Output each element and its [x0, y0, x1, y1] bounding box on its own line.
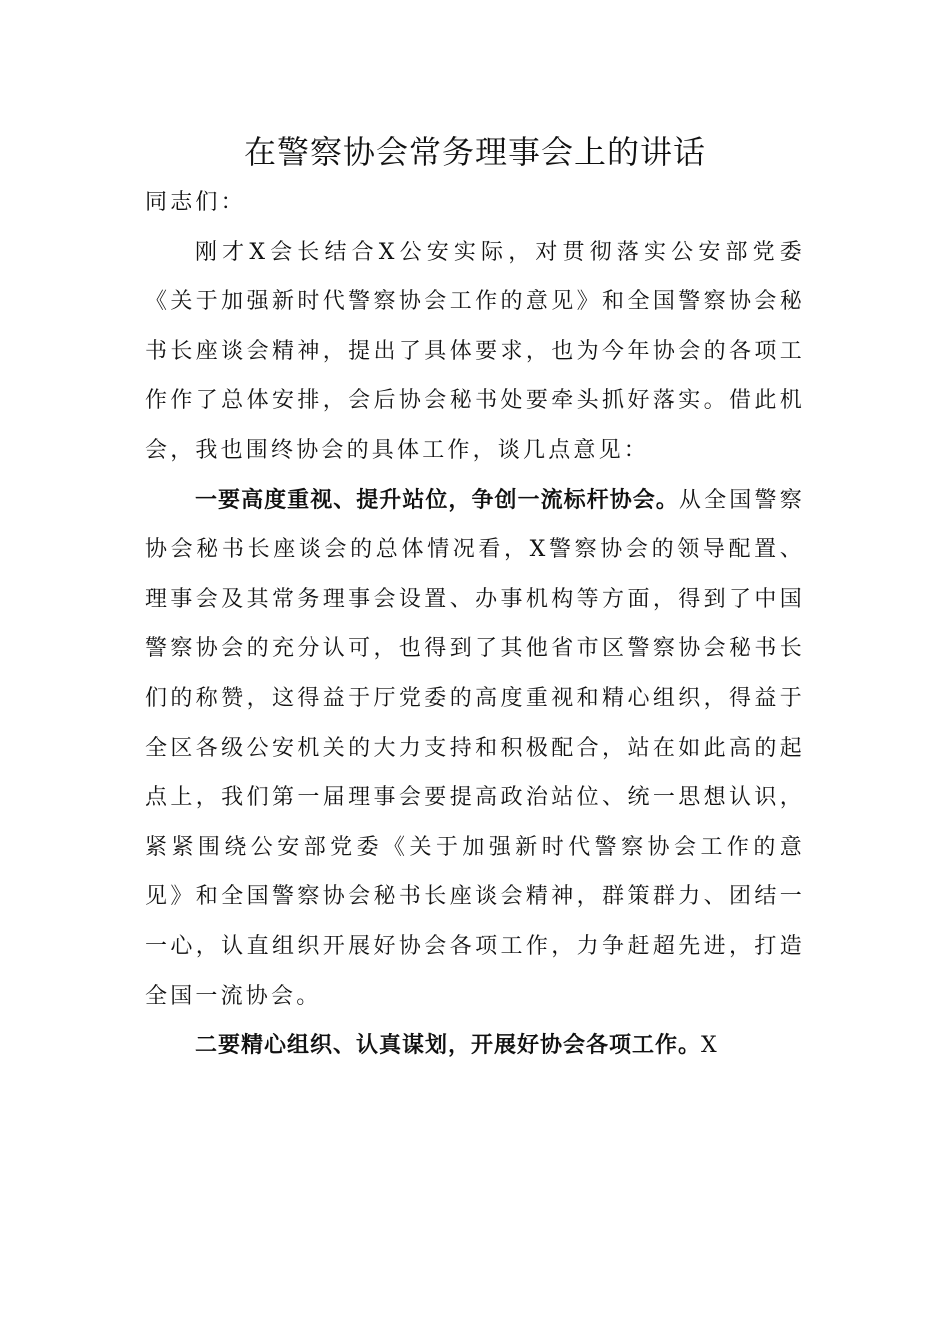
- intro-paragraph: 刚才X会长结合X公安实际，对贯彻落实公安部党委《关于加强新时代警察协会工作的意见》和全国警察协会秘书长座谈会精神，提出了具体要求，也为今年协会的各项工作作了总体安排，会后协会秘书处要牵头抓好落实。借此机会，我也围终协会的具体工作，谈几点意见：: [145, 239, 805, 463]
- salutation: 同志们：: [145, 190, 246, 215]
- document-body: [145, 178, 805, 1071]
- document-title: 在警察协会常务理事会上的讲话: [243, 133, 706, 171]
- section-2-text: X: [701, 1033, 720, 1059]
- section-2-heading: 二要精心组织、认真谋划，开展好协会各项工作。: [195, 1033, 702, 1059]
- section-1-heading: 一要高度重视、提升站位，争创一流标杆协会。: [195, 487, 679, 513]
- section-1-text: 从全国警察协会秘书长座谈会的总体情况看，X警察协会的领导配置、理事会及其常务理事会设置、办事机构等方面，得到了中国警察协会的充分认可，也得到了其他省市区警察协会秘书长们的称赞，这得益于厅党委的高度重视和精心组织，得益于全区各级公安机关的大力支持和积极配合，站在如此高的起点上，我们第一届理事会要提高政治站位、统一思想认识，紧紧围绕公安部党委《关于加强新时代警察协会工作的意见》和全国警察协会秘书长座谈会精神，群策群力、团结一一心，认直组织开展好协会各项工作，力争赶超先进，打造全国一流协会。: [145, 487, 805, 1009]
- section-1-paragraph: [145, 476, 805, 1022]
- section-2-paragraph: [145, 1021, 805, 1071]
